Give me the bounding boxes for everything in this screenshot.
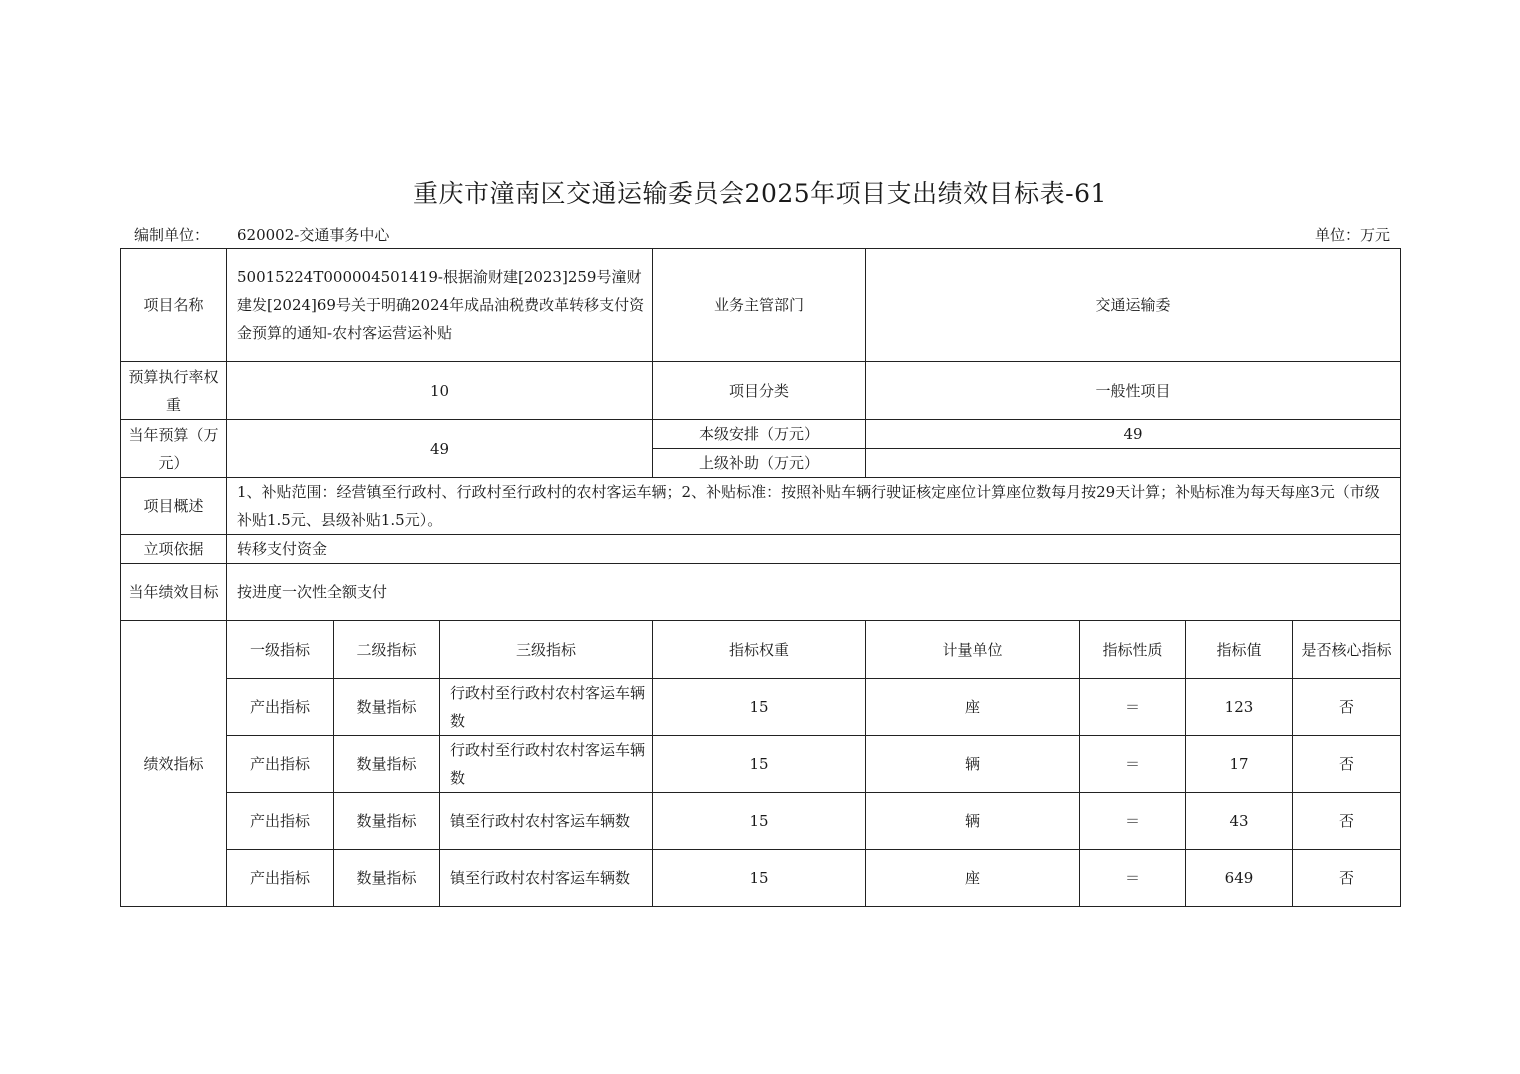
weight-label: 预算执行率权重 bbox=[121, 362, 227, 420]
local-value: 49 bbox=[866, 420, 1401, 449]
weight-cell: 15 bbox=[653, 736, 866, 793]
budget-label: 当年预算（万元） bbox=[121, 420, 227, 478]
level3-cell: 镇至行政村农村客运车辆数 bbox=[440, 793, 653, 850]
row-weight bbox=[121, 362, 1401, 420]
nature-cell: ＝ bbox=[1080, 679, 1186, 736]
value-cell: 43 bbox=[1186, 793, 1293, 850]
indicators-label: 绩效指标 bbox=[121, 621, 227, 907]
header-core: 是否核心指标 bbox=[1293, 621, 1401, 679]
budget-value: 49 bbox=[227, 420, 653, 478]
weight-value: 10 bbox=[227, 362, 653, 420]
row-budget bbox=[121, 420, 1401, 449]
level3-cell: 行政村至行政村农村客运车辆数 bbox=[440, 679, 653, 736]
basis-label: 立项依据 bbox=[121, 535, 227, 564]
level1-cell: 产出指标 bbox=[227, 793, 334, 850]
core-cell: 否 bbox=[1293, 679, 1401, 736]
row-overview bbox=[121, 478, 1401, 535]
header-unit: 计量单位 bbox=[866, 621, 1080, 679]
weight-cell: 15 bbox=[653, 679, 866, 736]
basis-value: 转移支付资金 bbox=[227, 535, 1401, 564]
header-level3: 三级指标 bbox=[440, 621, 653, 679]
page-title: 重庆市潼南区交通运输委员会2025年项目支出绩效目标表-61 bbox=[413, 179, 1107, 208]
goal-value: 按进度一次性全额支付 bbox=[227, 564, 1401, 621]
overview-value: 1、补贴范围：经营镇至行政村、行政村至行政村的农村客运车辆；2、补贴标准：按照补贴车辆行驶证核定座位计算座位数每月按29天计算；补贴标准为每天每座3元（市级补贴1.5元、县级补贴1.5元）。 bbox=[227, 478, 1401, 535]
level3-cell: 镇至行政村农村客运车辆数 bbox=[440, 850, 653, 907]
level2-cell: 数量指标 bbox=[334, 679, 440, 736]
name-value: 50015224T000004501419-根据渝财建[2023]259号潼财建发[2024]69号关于明确2024年成品油税费改革转移支付资金预算的通知-农村客运营运补贴 bbox=[227, 249, 653, 362]
upper-label: 上级补助（万元） bbox=[653, 449, 866, 478]
weight-cell: 15 bbox=[653, 793, 866, 850]
table-row bbox=[121, 736, 1401, 793]
level2-cell: 数量指标 bbox=[334, 736, 440, 793]
core-cell: 否 bbox=[1293, 736, 1401, 793]
unit-cell: 辆 bbox=[866, 793, 1080, 850]
indicator-header-row bbox=[121, 621, 1401, 679]
table-row bbox=[121, 850, 1401, 907]
row-goal bbox=[121, 564, 1401, 621]
unit-cell: 座 bbox=[866, 679, 1080, 736]
local-label: 本级安排（万元） bbox=[653, 420, 866, 449]
upper-value bbox=[866, 449, 1401, 478]
category-value: 一般性项目 bbox=[866, 362, 1401, 420]
value-cell: 17 bbox=[1186, 736, 1293, 793]
table-row bbox=[121, 679, 1401, 736]
value-cell: 649 bbox=[1186, 850, 1293, 907]
dept-label: 业务主管部门 bbox=[653, 249, 866, 362]
performance-table bbox=[120, 248, 1401, 907]
row-basis bbox=[121, 535, 1401, 564]
name-label: 项目名称 bbox=[121, 249, 227, 362]
row-project-name bbox=[121, 249, 1401, 362]
level1-cell: 产出指标 bbox=[227, 679, 334, 736]
unit-cell: 座 bbox=[866, 850, 1080, 907]
value-cell: 123 bbox=[1186, 679, 1293, 736]
table-row bbox=[121, 793, 1401, 850]
org-label: 编制单位： bbox=[134, 226, 210, 244]
nature-cell: ＝ bbox=[1080, 850, 1186, 907]
overview-label: 项目概述 bbox=[121, 478, 227, 535]
nature-cell: ＝ bbox=[1080, 736, 1186, 793]
unit-cell: 辆 bbox=[866, 736, 1080, 793]
level2-cell: 数量指标 bbox=[334, 850, 440, 907]
unit-label: 单位：万元 bbox=[1314, 226, 1390, 244]
header-weight: 指标权重 bbox=[653, 621, 866, 679]
core-cell: 否 bbox=[1293, 793, 1401, 850]
level3-cell: 行政村至行政村农村客运车辆数 bbox=[440, 736, 653, 793]
weight-cell: 15 bbox=[653, 850, 866, 907]
header-value: 指标值 bbox=[1186, 621, 1293, 679]
core-cell: 否 bbox=[1293, 850, 1401, 907]
category-label: 项目分类 bbox=[653, 362, 866, 420]
nature-cell: ＝ bbox=[1080, 793, 1186, 850]
level2-cell: 数量指标 bbox=[334, 793, 440, 850]
level1-cell: 产出指标 bbox=[227, 736, 334, 793]
goal-label: 当年绩效目标 bbox=[121, 564, 227, 621]
org-info bbox=[134, 224, 389, 245]
header-level2: 二级指标 bbox=[334, 621, 440, 679]
header-level1: 一级指标 bbox=[227, 621, 334, 679]
org-value: 620002-交通事务中心 bbox=[237, 226, 390, 244]
dept-value: 交通运输委 bbox=[866, 249, 1401, 362]
header-nature: 指标性质 bbox=[1080, 621, 1186, 679]
level1-cell: 产出指标 bbox=[227, 850, 334, 907]
